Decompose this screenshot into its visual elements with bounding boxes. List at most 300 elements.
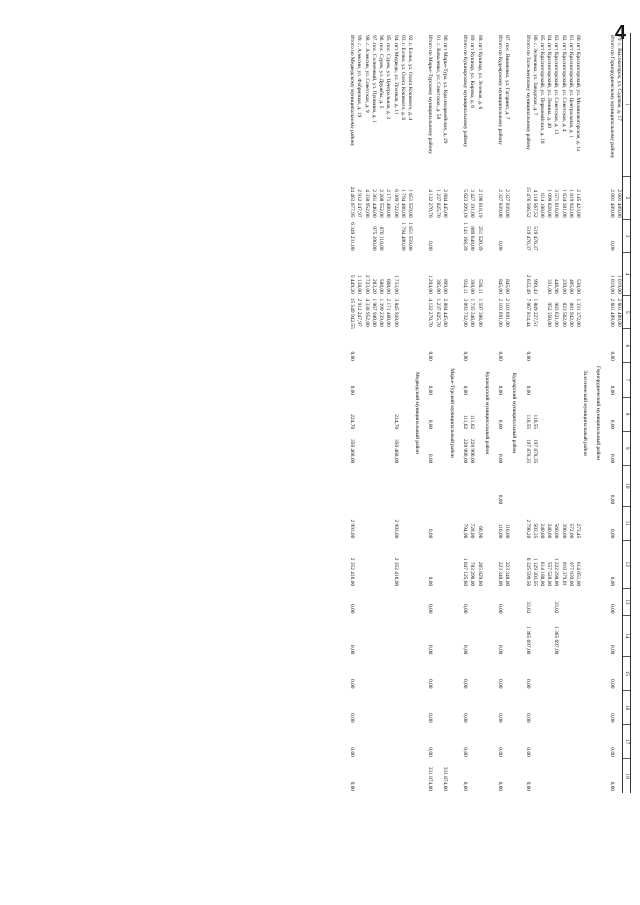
table-cell <box>370 615 377 656</box>
table-cell <box>363 329 370 363</box>
table-cell <box>433 397 440 431</box>
table-cell: 2 103 691,00 <box>496 298 503 327</box>
table-cell <box>503 329 510 363</box>
row-label: 81. пгт Красногорский, ул. Центральная, д. 1 <box>567 35 574 138</box>
table-cell <box>538 656 545 690</box>
table-cell: 197 878,35 <box>524 438 531 464</box>
table-cell <box>574 465 581 506</box>
section-title: Горнорудненский муниципальный район <box>595 365 602 461</box>
table-cell: 0,00 <box>608 781 615 791</box>
table-cell <box>574 220 581 253</box>
table-cell: 0,00 <box>427 576 434 587</box>
table-cell <box>399 397 406 431</box>
table-cell: 0,00 <box>462 603 469 614</box>
table-cell <box>475 588 482 615</box>
table-cell: 0,00 <box>496 453 503 464</box>
table-row <box>538 33 545 793</box>
table-cell: 783 296,00 <box>469 561 476 587</box>
table-cell: 3 571 616,00 <box>553 189 560 218</box>
table-cell: 0,00 <box>427 351 434 361</box>
table-row <box>559 33 566 793</box>
table-cell <box>441 615 448 656</box>
table-cell <box>363 363 370 397</box>
table-cell: 0,00 <box>462 385 469 395</box>
table-cell <box>615 397 623 431</box>
table-cell: 530,00 <box>574 278 581 294</box>
table-cell: 614 188,00 <box>538 193 545 218</box>
table-cell <box>503 690 510 724</box>
table-cell <box>475 363 482 397</box>
table-cell <box>433 465 440 506</box>
table-cell <box>468 465 475 506</box>
column-header: 3 <box>622 220 630 253</box>
table-cell <box>574 725 581 759</box>
table-row <box>475 33 482 793</box>
table-row <box>399 33 406 793</box>
table-row <box>391 33 398 793</box>
table-cell <box>545 725 552 759</box>
table-cell <box>433 506 440 540</box>
table-cell <box>441 329 448 363</box>
table-cell: 1 651 559,00 <box>406 189 413 218</box>
table-cell <box>552 656 559 690</box>
table-cell: 251 520,39 <box>476 226 483 251</box>
table-row <box>384 33 391 793</box>
column-header: 6 <box>622 329 630 363</box>
table-cell: 560,00 <box>553 523 560 539</box>
table-cell <box>426 465 433 506</box>
table-cell: 0,00 <box>427 713 434 723</box>
table-cell <box>552 220 559 253</box>
table-cell <box>545 759 552 793</box>
table-cell: 1 138,00 <box>356 274 363 294</box>
table-cell: 0,00 <box>524 713 531 723</box>
column-header: 15 <box>622 656 630 690</box>
table-cell: 228 900,00 <box>469 438 476 464</box>
table-cell: 1 141 168,39 <box>462 222 469 251</box>
table-cell: 228 900,00 <box>462 438 469 464</box>
table-cell <box>363 220 370 253</box>
table-cell <box>377 759 384 793</box>
column-header: 4 <box>622 253 630 296</box>
column-header: 8 <box>622 397 630 431</box>
table-cell <box>441 725 448 759</box>
table-cell <box>567 397 574 431</box>
table-cell: 889 648,00 <box>469 226 476 251</box>
table-row <box>441 33 448 793</box>
table-cell <box>615 220 623 253</box>
row-label: 99. с. Алексин, ул. Фабричная, д. 19 <box>356 35 363 118</box>
table-cell: 240,00 <box>546 523 553 539</box>
table-cell: 0,00 <box>524 351 531 361</box>
table-cell <box>574 397 581 431</box>
table-cell <box>559 363 566 397</box>
table-cell: 572,00 <box>567 523 574 539</box>
table-cell: 0,00 <box>349 603 356 614</box>
table-cell: 536,11 <box>476 279 483 294</box>
table-cell <box>559 220 566 253</box>
table-row <box>545 33 552 793</box>
table-cell <box>559 615 566 656</box>
table-cell <box>503 725 510 759</box>
table-cell: 197 878,35 <box>531 438 538 464</box>
table-cell <box>399 759 406 793</box>
table-cell <box>545 329 552 363</box>
section-title: Марье-Турский муниципальный район <box>448 368 455 458</box>
table-cell: 0,00 <box>608 644 615 655</box>
table-cell <box>545 588 552 615</box>
table-cell <box>531 363 538 397</box>
table-cell: 557 528,00 <box>546 561 553 587</box>
table-cell <box>574 615 581 656</box>
table-cell <box>406 690 413 724</box>
total-row <box>461 33 468 793</box>
table-cell <box>370 725 377 759</box>
row-label: 83. пгт Красногорский, ул. Советская, д. 13 <box>553 35 560 135</box>
table-cell: 580,00 <box>378 278 385 294</box>
table-cell: 794,96 <box>462 523 469 539</box>
section-title: Медведский муниципальный район <box>414 372 421 454</box>
table-cell: 224,70 <box>392 414 399 430</box>
table-cell: 2 601 489,00 <box>615 298 622 327</box>
table-cell <box>615 506 623 540</box>
table-cell <box>363 656 370 690</box>
table-cell: 1 967 940,00 <box>370 298 377 327</box>
table-cell: 977 939,00 <box>567 561 574 587</box>
table-cell: 1 651 559,00 <box>406 222 413 251</box>
table-row <box>574 33 581 793</box>
table-cell <box>406 615 413 656</box>
table-cell <box>391 363 398 397</box>
table-cell: 2 352 416,00 <box>392 557 399 587</box>
column-header: 7 <box>622 363 630 397</box>
table-cell: 0,00 <box>462 713 469 723</box>
table-cell <box>475 465 482 506</box>
row-label: Итого по Кудеярскому муниципальному району <box>496 35 503 145</box>
table-cell: 845,00 <box>504 278 511 294</box>
table-cell: 975 390,00 <box>370 226 377 251</box>
table-cell <box>406 725 413 759</box>
table-cell <box>391 759 398 793</box>
table-row <box>531 33 538 793</box>
table-cell <box>538 690 545 724</box>
section-title-row <box>581 33 590 793</box>
table-cell: 0,00 <box>608 494 615 505</box>
table-cell <box>559 329 566 363</box>
row-label: 80. пгт Красногорский, ул. Малиновогорская, д. 1а <box>574 35 581 152</box>
table-cell: 33,02 <box>553 601 560 614</box>
table-cell: 0,00 <box>349 747 356 757</box>
table-cell <box>377 465 384 506</box>
table-cell: 240,00 <box>538 523 545 539</box>
table-cell: 0,00 <box>496 419 503 430</box>
total-row <box>496 33 503 793</box>
column-header: 18 <box>622 759 630 793</box>
table-cell <box>406 397 413 431</box>
table-row <box>433 33 440 793</box>
table-cell <box>531 725 538 759</box>
table-cell <box>545 465 552 506</box>
table-cell <box>545 615 552 656</box>
table-cell: 0,00 <box>608 528 615 539</box>
table-cell: 1 237 825,70 <box>434 189 441 218</box>
table-cell <box>391 588 398 615</box>
table-row <box>503 33 510 793</box>
table-cell <box>399 363 406 397</box>
column-header: 13 <box>622 588 630 615</box>
table-cell <box>384 588 391 615</box>
table-cell: 331,00 <box>546 278 553 294</box>
table-cell: 2 208 552,00 <box>378 189 385 218</box>
table-cell: 0,00 <box>608 576 615 587</box>
table-cell: 230,00 <box>560 278 567 294</box>
table-cell <box>615 656 623 690</box>
table-cell <box>384 725 391 759</box>
table-cell: 2 196 018,19 <box>476 189 483 218</box>
table-cell: 0,00 <box>427 644 434 655</box>
table-cell <box>399 465 406 506</box>
table-cell: 2 171 400,00 <box>385 298 392 327</box>
table-cell <box>468 588 475 615</box>
table-cell <box>355 540 362 588</box>
table-cell: 0,00 <box>496 241 503 251</box>
table-cell <box>355 431 362 465</box>
table-cell: 111,62 <box>469 414 476 430</box>
column-header: 16 <box>622 690 630 724</box>
table-cell: 823 562,00 <box>560 302 567 327</box>
table-cell <box>377 329 384 363</box>
table-cell: 15 549 942,55 <box>349 297 356 329</box>
table-cell: 1 365 697,00 <box>524 626 531 655</box>
table-cell: 1 237 825,70 <box>434 298 441 327</box>
table-cell <box>441 540 448 588</box>
table-cell: 0,00 <box>496 747 503 757</box>
table-cell: 6 349 231,00 <box>349 222 356 251</box>
table-cell <box>377 540 384 588</box>
table-cell <box>475 397 482 431</box>
table-cell <box>363 588 370 615</box>
table-cell: 1 365 697,00 <box>553 626 560 655</box>
table-cell: 2 723,00 <box>363 274 370 294</box>
table-cell: 390,00 <box>560 523 567 539</box>
column-header: 1 <box>622 33 630 176</box>
row-label: Итого по Марье-Турскому муниципальному району <box>427 35 434 154</box>
table-cell <box>391 220 398 253</box>
table-cell <box>433 363 440 397</box>
table-cell <box>399 296 406 329</box>
table-cell <box>363 431 370 465</box>
table-cell <box>355 759 362 793</box>
table-cell <box>468 656 475 690</box>
table-cell <box>406 540 413 588</box>
table-cell <box>377 690 384 724</box>
table-cell <box>468 329 475 363</box>
table-cell: 3 845 928,00 <box>392 298 399 327</box>
row-label: 97. пос. Солнечный, ул. Пушкина, д. 1 <box>370 35 377 123</box>
table-cell: 0,00 <box>496 603 503 614</box>
table-cell <box>399 690 406 724</box>
table-cell <box>468 363 475 397</box>
table-cell <box>384 397 391 431</box>
table-cell: 2 884 445,00 <box>441 298 448 327</box>
table-cell <box>399 253 406 296</box>
table-cell: 111,62 <box>462 414 469 430</box>
table-cell <box>370 759 377 793</box>
table-cell <box>552 465 559 506</box>
table-cell <box>503 588 510 615</box>
table-cell: 5 449,20 <box>349 274 356 294</box>
row-label: 90. пгт Марье-Тура, ул. Красноармейская, д. 29 <box>441 35 448 144</box>
table-cell: 0,00 <box>524 747 531 757</box>
table-cell <box>531 690 538 724</box>
table-cell <box>370 431 377 465</box>
table-cell <box>399 656 406 690</box>
table-cell: 0,00 <box>427 603 434 614</box>
section-title-row <box>413 33 422 793</box>
total-row <box>607 33 614 793</box>
table-cell <box>475 431 482 465</box>
table-cell: 0,00 <box>427 241 434 251</box>
table-cell <box>475 656 482 690</box>
table-cell <box>574 363 581 397</box>
table-cell: 1 222 298,00 <box>553 557 560 587</box>
table-cell: 2 912 247,97 <box>356 298 363 327</box>
table-cell <box>399 615 406 656</box>
table-cell <box>363 506 370 540</box>
table-cell <box>503 397 510 431</box>
column-header: 14 <box>622 615 630 656</box>
budget-table <box>344 33 631 793</box>
table-cell: 1 331 372,00 <box>574 298 581 327</box>
header-row <box>622 33 630 793</box>
table-cell: 0,00 <box>349 385 356 395</box>
table-cell <box>355 656 362 690</box>
table-cell <box>377 656 384 690</box>
table-cell <box>552 431 559 465</box>
table-cell <box>538 397 545 431</box>
table-cell: 6 309 722,00 <box>392 189 399 218</box>
table-cell: 503,35 <box>531 523 538 539</box>
table-cell <box>399 588 406 615</box>
table-cell: 934,11 <box>462 279 469 294</box>
table-cell <box>363 615 370 656</box>
table-cell <box>370 690 377 724</box>
table-cell <box>567 329 574 363</box>
table-cell: 899,00 <box>441 278 448 294</box>
table-cell: 0,00 <box>496 781 503 791</box>
table-cell: 2 632,49 <box>524 274 531 294</box>
total-row <box>348 33 355 793</box>
table-cell: 0,00 <box>427 528 434 539</box>
table-cell <box>567 656 574 690</box>
table-cell <box>399 506 406 540</box>
table-cell <box>574 656 581 690</box>
table-cell: 283,20 <box>370 278 377 294</box>
section-title: Кушнарский муниципальный район <box>483 371 490 455</box>
table-cell <box>531 329 538 363</box>
section-title-row <box>510 33 519 793</box>
table-cell <box>433 615 440 656</box>
table-cell: 1 099 828,00 <box>546 189 553 218</box>
table-cell: 519 476,37 <box>524 226 531 251</box>
table-cell <box>363 690 370 724</box>
row-label: 95. пос. Сурок, ул. Центральная, д. 3 <box>385 35 392 120</box>
table-cell <box>433 588 440 615</box>
table-cell <box>433 656 440 690</box>
table-cell: 0,00 <box>462 644 469 655</box>
table-cell <box>399 431 406 465</box>
table-cell: 2 912 247,97 <box>356 189 363 218</box>
table-cell: 4 122 270,70 <box>427 189 434 218</box>
table-cell: 116,55 <box>531 414 538 430</box>
table-cell: 15 476 566,52 <box>524 186 531 218</box>
table-cell: 0,00 <box>496 679 503 689</box>
table-row <box>615 33 623 793</box>
table-cell: 395,00 <box>434 278 441 294</box>
table-cell: 66,96 <box>476 526 483 539</box>
table-cell <box>615 329 623 363</box>
table-cell <box>377 363 384 397</box>
table-cell: 0,00 <box>462 781 469 791</box>
table-cell: 2 601 489,00 <box>615 189 622 218</box>
table-cell: 0,00 <box>608 453 615 464</box>
table-cell: 116,55 <box>524 414 531 430</box>
table-cell <box>441 397 448 431</box>
table-cell <box>406 465 413 506</box>
table-body <box>344 33 622 793</box>
table-cell <box>475 615 482 656</box>
table-cell <box>406 506 413 540</box>
table-cell <box>567 588 574 615</box>
table-cell <box>406 431 413 465</box>
table-cell: 224,70 <box>349 414 356 430</box>
table-cell <box>370 465 377 506</box>
table-cell: 0,00 <box>427 679 434 689</box>
table-cell: 1 019,00 <box>608 274 615 294</box>
row-label: 98. с. Алексин, ул. Советская, д. 9 <box>363 35 370 113</box>
table-cell <box>468 690 475 724</box>
table-cell: 600,00 <box>385 278 392 294</box>
table-cell <box>433 220 440 253</box>
table-cell <box>531 615 538 656</box>
table-cell <box>538 329 545 363</box>
row-label: Итого по Горнорудненскому муниципальному району <box>608 35 615 159</box>
table-cell: 0,00 <box>524 781 531 791</box>
row-label: Итого по Медведскому муниципальному району <box>349 35 356 147</box>
table-cell <box>377 725 384 759</box>
table-cell <box>355 329 362 363</box>
table-cell <box>363 540 370 588</box>
table-cell <box>538 725 545 759</box>
table-cell <box>355 220 362 253</box>
table-cell <box>355 725 362 759</box>
table-cell <box>355 465 362 506</box>
table-cell: 2 601 489,00 <box>608 298 615 327</box>
row-label: 82. пгт Красногорский, ул. Советская, д. 4 <box>560 35 567 132</box>
table-cell <box>545 397 552 431</box>
table-cell <box>384 363 391 397</box>
table-cell <box>355 397 362 431</box>
table-cell <box>355 615 362 656</box>
table-cell: 331 874,00 <box>441 766 448 791</box>
table-cell <box>370 329 377 363</box>
table-cell <box>384 656 391 690</box>
table-cell: 2 352 416,00 <box>349 557 356 587</box>
table-cell: 4 122 270,70 <box>427 298 434 327</box>
section-title: Кудеярский муниципальный район <box>511 372 518 454</box>
table-cell: 398,00 <box>469 278 476 294</box>
table-cell <box>538 759 545 793</box>
